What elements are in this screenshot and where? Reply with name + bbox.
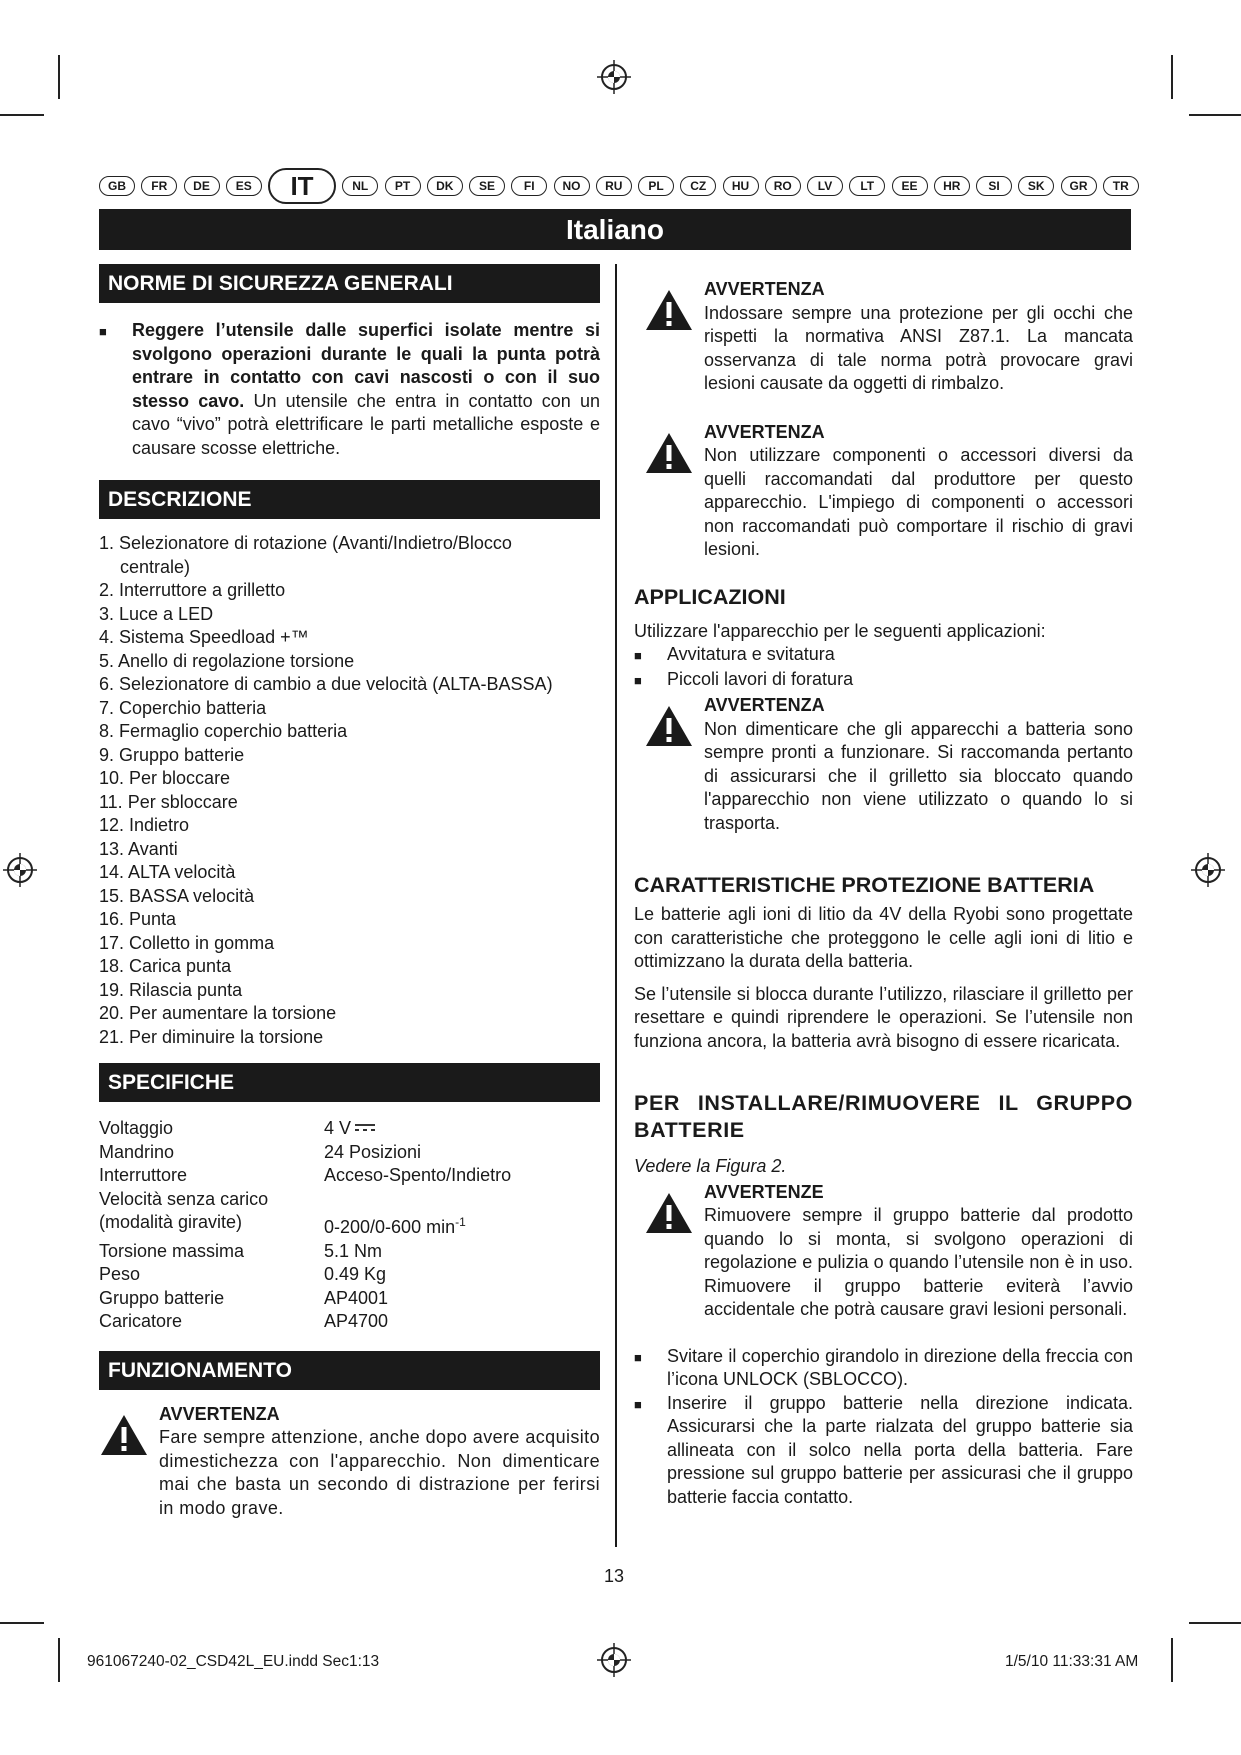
language-badge-pl[interactable]: PL <box>638 176 674 196</box>
spec-row <box>99 1117 600 1141</box>
applications-list <box>634 643 1133 692</box>
page-title: Italiano <box>99 209 1131 250</box>
spec-row <box>99 1141 600 1165</box>
application-item <box>634 668 1133 693</box>
battery-paragraph: Se l’utensile si blocca durante l’utilizzo, rilasciare il grilletto per resettare e quindi riprendere le operazioni. Se l’utensile non funziona ancora, la batteria avrà bisogno di essere ricaricata. <box>634 983 1133 1051</box>
description-item: 5. Anello di regolazione torsione <box>99 650 355 671</box>
spec-label: Gruppo batterie <box>99 1287 225 1308</box>
application-item-text: Piccoli lavori di foratura <box>667 668 854 689</box>
spec-label: Torsione massima <box>99 1240 245 1261</box>
left-column <box>99 264 600 1520</box>
description-item: 9. Gruppo batterie <box>99 744 245 765</box>
language-badge-fi[interactable]: FI <box>511 176 547 196</box>
language-badge-gb[interactable]: GB <box>99 176 135 196</box>
direct-current-icon <box>354 1120 376 1134</box>
language-badge-se[interactable]: SE <box>469 176 505 196</box>
battery-paragraph: Le batterie agli ioni di litio da 4V della Ryobi sono progettate con caratteristiche che proteggono le celle agli ioni di litio e ottimizzano la durata della batteria. <box>634 904 1133 971</box>
description-item: 6. Selezionatore di cambio a due velocità (ALTA-BASSA) <box>99 674 553 694</box>
language-badge-fr[interactable]: FR <box>141 176 177 196</box>
language-badge-ro[interactable]: RO <box>765 176 801 196</box>
spec-row <box>99 1310 600 1334</box>
spec-value <box>324 1310 388 1334</box>
description-item: 13. Avanti <box>99 838 178 859</box>
language-badge-hu[interactable]: HU <box>723 176 759 196</box>
install-step <box>634 1345 1133 1392</box>
section-heading-specs: SPECIFICHE <box>99 1063 600 1102</box>
spec-value <box>324 1287 388 1311</box>
section-heading-applications: APPLICAZIONI <box>634 584 786 609</box>
language-badge-es[interactable]: ES <box>226 176 262 196</box>
description-list <box>99 532 600 1049</box>
crop-mark <box>0 1622 44 1624</box>
registration-mark-icon <box>3 853 37 887</box>
warning-text: Non dimenticare che gli apparecchi a batteria sono sempre pronti a funzionare. Si raccomanda pertanto di assicurarsi che il grilletto sia bloccato quando l'apparecchio non viene utilizzato o quando lo si trasporta. <box>704 718 1133 833</box>
warning-triangle-icon <box>644 278 704 396</box>
description-item: 12. Indietro <box>99 815 190 835</box>
spec-value <box>324 1164 511 1188</box>
registration-mark-icon <box>597 1643 631 1677</box>
language-badge-cz[interactable]: CZ <box>680 176 716 196</box>
spec-value <box>324 1240 382 1264</box>
install-step-text: Svitare il coperchio girandolo in direzione della freccia con l’icona UNLOCK (SBLOCCO). <box>667 1345 1133 1389</box>
spec-value-text: 0-200/0-600 min <box>324 1217 456 1237</box>
footer-timestamp: 1/5/10 11:33:31 AM <box>1005 1653 1139 1670</box>
description-item: 3. Luce a LED <box>99 603 214 624</box>
section-heading-battery: CARATTERISTICHE PROTEZIONE BATTERIA <box>634 873 1095 897</box>
spec-row <box>99 1240 600 1264</box>
description-item: 10. Per bloccare <box>99 768 231 788</box>
warning-block <box>644 421 1133 562</box>
spec-value <box>324 1263 386 1287</box>
spec-value-text: Acceso-Spento/Indietro <box>324 1165 512 1185</box>
language-badge-ru[interactable]: RU <box>596 176 632 196</box>
section-heading-description: DESCRIZIONE <box>99 480 600 519</box>
warning-text: Rimuovere sempre il gruppo batterie dal prodotto quando lo si monta, si svolgono operazioni di regolazione e pulizia o quando l’utensile non è in uso. Rimuovere il gruppo batterie eviterà l’avvio accidentale che potrà causare gravi lesioni personali. <box>704 1205 1133 1319</box>
spec-label: Caricatore <box>99 1311 183 1331</box>
spec-row <box>99 1211 600 1240</box>
language-badge-sk[interactable]: SK <box>1018 176 1054 196</box>
install-steps <box>634 1345 1133 1510</box>
description-item: 20. Per aumentare la torsione <box>99 1003 337 1023</box>
language-badge-de[interactable]: DE <box>184 176 220 196</box>
warning-block <box>644 1181 1133 1322</box>
warning-text: Fare sempre attenzione, anche dopo avere acquisito dimestichezza con l'apparecchio. Non dimenticare mai che basta un secondo di distrazione per ferirsi in modo grave. <box>159 1427 600 1518</box>
warning-triangle-icon <box>644 1181 704 1322</box>
description-item: 16. Punta <box>99 909 177 929</box>
warning-title: AVVERTENZA <box>159 1403 280 1424</box>
page-number: 13 <box>604 1566 625 1586</box>
spec-value-exponent: -1 <box>455 1215 466 1229</box>
registration-mark-icon <box>597 60 631 94</box>
spec-value-text: AP4700 <box>324 1311 389 1331</box>
description-item: 1. Selezionatore di rotazione (Avanti/Indietro/Blocco <box>99 533 512 553</box>
application-item-text: Avvitatura e svitatura <box>667 644 835 664</box>
bullet-square-icon: ■ <box>99 324 107 339</box>
warning-title: AVVERTENZA <box>704 279 825 299</box>
bullet-square-icon: ■ <box>634 1396 642 1412</box>
warning-text: Non utilizzare componenti o accessori diversi da quelli raccomandati dal produttore per questo apparecchio. L'impiego di componenti o accessori non raccomandati può comportare il rischio di gravi lesioni. <box>704 445 1133 559</box>
spec-value-text: 5.1 Nm <box>324 1240 383 1261</box>
column-divider <box>615 264 617 1547</box>
spec-label: (modalità giravite) <box>99 1212 243 1232</box>
spec-value <box>324 1211 466 1240</box>
language-badge-lt[interactable]: LT <box>849 176 885 196</box>
warning-title: AVVERTENZE <box>704 1181 824 1202</box>
description-item: 8. Fermaglio coperchio batteria <box>99 721 348 741</box>
language-badge-dk[interactable]: DK <box>427 176 463 196</box>
spec-label: Peso <box>99 1264 141 1284</box>
crop-mark <box>1171 55 1173 99</box>
description-item: 15. BASSA velocità <box>99 885 255 906</box>
description-item: 4. Sistema Speedload +™ <box>99 627 309 647</box>
figure-reference: Vedere la Figura 2. <box>634 1156 787 1176</box>
applications-intro: Utilizzare l'apparecchio per le seguenti applicazioni: <box>634 620 1046 641</box>
section-heading-operation: FUNZIONAMENTO <box>99 1351 600 1390</box>
install-step-text: Inserire il gruppo batterie nella direzione indicata. Assicurarsi che la parte rialzata del gruppo batterie sia allineata con il solco nella porta della batteria. Fare pressione sul gruppo batterie per assicurasi che il gruppo batterie faccia contatto. <box>667 1392 1133 1507</box>
description-item: 17. Colletto in gomma <box>99 932 275 953</box>
bullet-square-icon: ■ <box>634 672 642 688</box>
language-badge-si[interactable]: SI <box>976 176 1012 196</box>
spec-row <box>99 1263 600 1287</box>
spec-value-text: AP4001 <box>324 1287 389 1308</box>
spec-label: Voltaggio <box>99 1118 174 1138</box>
specs-table <box>99 1117 600 1334</box>
registration-mark-icon <box>1191 853 1225 887</box>
safety-rule <box>99 319 600 460</box>
warning-triangle-icon <box>644 421 704 562</box>
application-item <box>634 643 1133 668</box>
warning-triangle-icon <box>644 694 704 835</box>
spec-value-text: 0.49 Kg <box>324 1264 387 1284</box>
bullet-square-icon: ■ <box>634 1349 642 1365</box>
description-item: 11. Per sbloccare <box>99 791 238 812</box>
warning-title: AVVERTENZA <box>704 695 825 715</box>
description-item: 21. Per diminuire la torsione <box>99 1026 324 1047</box>
description-item: 19. Rilascia punta <box>99 979 243 1000</box>
crop-mark <box>1189 114 1241 116</box>
description-item: 14. ALTA velocità <box>99 862 236 882</box>
spec-value <box>324 1117 376 1141</box>
crop-mark <box>0 114 44 116</box>
warning-block <box>644 694 1133 835</box>
spec-label: Mandrino <box>99 1141 175 1162</box>
crop-mark <box>1171 1638 1173 1682</box>
footer-file-info: 961067240-02_CSD42L_EU.indd Sec1:13 <box>87 1653 380 1670</box>
language-badge-hr[interactable]: HR <box>934 176 970 196</box>
spec-value-text: 4 V <box>324 1118 352 1138</box>
language-badge-tr[interactable]: TR <box>1103 176 1139 196</box>
language-selector <box>99 168 1139 204</box>
warning-block <box>644 278 1133 396</box>
description-item: centrale) <box>120 556 191 577</box>
description-item: 2. Interruttore a grilletto <box>99 580 286 600</box>
description-item: 7. Coperchio batteria <box>99 697 267 718</box>
language-badge-pt[interactable]: PT <box>385 176 421 196</box>
language-badge-lv[interactable]: LV <box>807 176 843 196</box>
warning-title: AVVERTENZA <box>704 421 825 442</box>
spec-row <box>99 1188 600 1212</box>
crop-mark <box>1189 1622 1241 1624</box>
spec-label: Interruttore <box>99 1165 188 1185</box>
warning-text: Indossare sempre una protezione per gli occhi che rispetti la normativa ANSI Z87.1. La mancata osservanza di tale norma potrà provocare gravi lesioni causate da oggetti di rimbalzo. <box>704 302 1133 393</box>
spec-row <box>99 1287 600 1311</box>
language-badge-ee[interactable]: EE <box>892 176 928 196</box>
spec-label: Velocità senza carico <box>99 1188 269 1209</box>
spec-value <box>324 1141 421 1165</box>
crop-mark <box>58 1638 60 1682</box>
spec-value-text: 24 Posizioni <box>324 1141 422 1162</box>
bullet-square-icon: ■ <box>634 648 642 663</box>
spec-row <box>99 1164 600 1188</box>
language-badge-it[interactable]: IT <box>268 168 336 204</box>
safety-rule-text: Un utensile che entra in contatto con un cavo “vivo” potrà elettrificare le parti metalliche esposte e causare scosse elettriche. <box>132 390 601 458</box>
section-heading-safety: NORME DI SICUREZZA GENERALI <box>99 264 600 303</box>
install-step <box>634 1392 1133 1510</box>
language-badge-no[interactable]: NO <box>554 176 590 196</box>
section-heading-install: PER INSTALLARE/RIMUOVERE IL GRUPPO BATTERIE <box>634 1091 1133 1142</box>
warning-block <box>99 1403 600 1521</box>
crop-mark <box>58 55 60 99</box>
description-item: 18. Carica punta <box>99 956 232 976</box>
right-column <box>634 278 1133 1509</box>
warning-triangle-icon <box>99 1403 159 1521</box>
safety-rule-bold: Reggere l’utensile dalle superfici isolate mentre si svolgono operazioni durante le quali la punta potrà entrare in contatto con cavi nascosti o con il suo stesso cavo. <box>132 320 600 411</box>
language-badge-nl[interactable]: NL <box>342 176 378 196</box>
language-badge-gr[interactable]: GR <box>1061 176 1097 196</box>
